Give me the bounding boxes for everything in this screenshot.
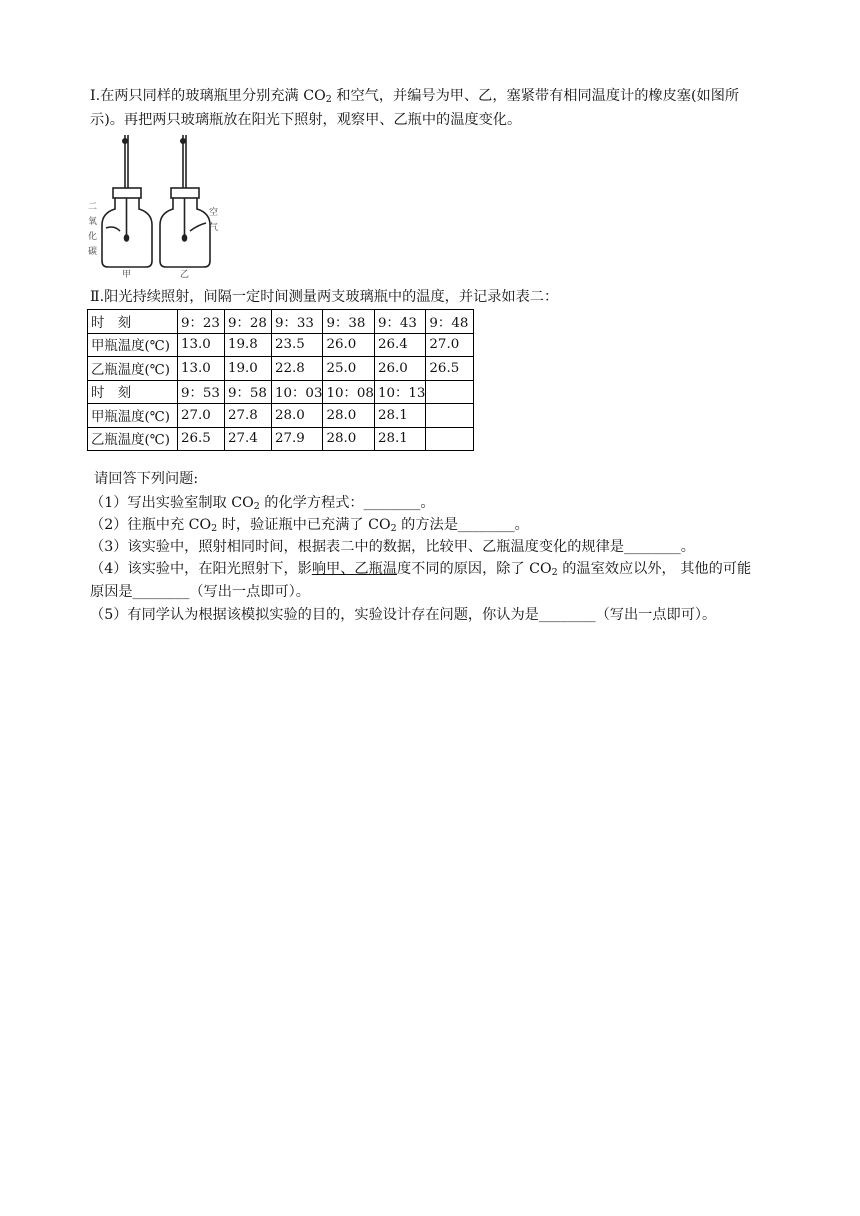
table-cell: 27.8	[225, 404, 272, 428]
row-header-cell: 乙瓶温度(℃)	[88, 357, 178, 381]
question-2	[90, 515, 529, 535]
q2-subscript-2: 2	[390, 523, 397, 534]
q1-text-a: （1）写出实验室制取 CO	[90, 495, 254, 511]
table-cell: 28.0	[323, 427, 374, 451]
q1-subscript: 2	[253, 501, 260, 512]
row-header-cell: 甲瓶温度(℃)	[88, 333, 178, 357]
table-cell: 26.0	[374, 357, 425, 381]
row-header-cell: 时 刻	[88, 310, 178, 334]
part1-text-a: Ⅰ.在两只同样的玻璃瓶里分别充满 CO	[90, 88, 326, 104]
table-cell: 27.0	[426, 333, 474, 357]
bottles-figure	[88, 133, 228, 279]
label-air-1: 空	[209, 208, 219, 218]
table-cell: 26.0	[323, 333, 374, 357]
table-cell: 9：38	[323, 310, 374, 334]
table-cell: 9：48	[426, 310, 474, 334]
table-cell	[426, 404, 474, 428]
table-cell: 9：58	[225, 380, 272, 404]
table-row	[88, 310, 474, 334]
table-cell: 9：43	[374, 310, 425, 334]
table-cell: 25.0	[323, 357, 374, 381]
label-co2-2: 氧	[88, 217, 98, 227]
table-cell: 28.0	[323, 404, 374, 428]
label-co2-3: 化	[88, 232, 98, 242]
temperature-table-body	[88, 310, 474, 451]
table-cell: 19.8	[225, 333, 272, 357]
question-4-line2: 原因是________（写出一点即可）。	[90, 584, 310, 600]
label-air-2: 气	[209, 223, 219, 233]
part1-line2: 示)。再把两只玻璃瓶放在阳光下照射，观察甲、乙瓶中的温度变化。	[90, 112, 522, 128]
table-cell: 19.0	[225, 357, 272, 381]
part1-line1	[90, 86, 739, 106]
table-cell: 27.0	[178, 404, 225, 428]
row-header-cell: 甲瓶温度(℃)	[88, 404, 178, 428]
table-cell: 22.8	[272, 357, 323, 381]
table-cell: 9：28	[225, 310, 272, 334]
table-cell: 13.0	[178, 357, 225, 381]
table-cell: 26.5	[178, 427, 225, 451]
bottle-yi	[160, 135, 210, 267]
label-jia: 甲	[122, 270, 132, 279]
table-cell	[426, 380, 474, 404]
label-yi: 乙	[180, 270, 190, 279]
table-row	[88, 380, 474, 404]
table-cell: 10：03	[272, 380, 323, 404]
part2-intro: Ⅱ.阳光持续照射，间隔一定时间测量两支玻璃瓶中的温度，并记录如表二：	[90, 289, 559, 305]
q4-subscript: 2	[551, 567, 558, 578]
question-3: （3）该实验中，照射相同时间，根据表二中的数据，比较甲、乙瓶温度变化的规律是________。	[90, 539, 695, 555]
question-1	[90, 493, 435, 513]
table-cell: 26.5	[426, 357, 474, 381]
table-row	[88, 427, 474, 451]
q2-text-b: 时，验证瓶中已充满了 CO	[217, 517, 391, 533]
q4-text-b: 度不同的原因，除了 CO	[396, 561, 552, 577]
q2-text-c: 的方法是________。	[396, 517, 529, 533]
table-cell	[426, 427, 474, 451]
table-row	[88, 357, 474, 381]
row-header-cell: 时 刻	[88, 380, 178, 404]
table-cell: 13.0	[178, 333, 225, 357]
table-cell: 9：33	[272, 310, 323, 334]
temperature-table	[87, 309, 474, 451]
q2-text-a: （2）往瓶中充 CO	[90, 517, 212, 533]
q4-text-c: 的温室效应以外， 其他的可能	[557, 561, 752, 577]
table-cell: 27.9	[272, 427, 323, 451]
table-cell: 28.0	[272, 404, 323, 428]
table-cell: 28.1	[374, 404, 425, 428]
q4-underlined: 响甲、乙瓶温	[311, 561, 397, 577]
table-cell: 10：13	[374, 380, 425, 404]
table-row	[88, 333, 474, 357]
table-cell: 28.1	[374, 427, 425, 451]
table-cell: 10：08	[323, 380, 374, 404]
question-4-line1	[90, 559, 751, 579]
table-cell: 23.5	[272, 333, 323, 357]
table-cell: 27.4	[225, 427, 272, 451]
table-cell: 9：23	[178, 310, 225, 334]
table-cell: 9：53	[178, 380, 225, 404]
part1-subscript: 2	[325, 94, 332, 105]
q1-text-b: 的化学方程式：________。	[259, 495, 435, 511]
row-header-cell: 乙瓶温度(℃)	[88, 427, 178, 451]
part1-text-b: 和空气，并编号为甲、乙，塞紧带有相同温度计的橡皮塞(如图所	[331, 88, 740, 104]
label-co2-4: 碳	[88, 247, 98, 257]
questions-prompt: 请回答下列问题:	[94, 471, 199, 487]
table-cell: 26.4	[374, 333, 425, 357]
q2-subscript-1: 2	[211, 523, 218, 534]
q4-text-a: （4）该实验中，在阳光照射下，影	[90, 561, 312, 577]
bottle-jia	[102, 135, 152, 267]
question-5: （5）有同学认为根据该模拟实验的目的，实验设计存在问题，你认为是________（写出一点即可）。	[90, 607, 717, 623]
label-co2-1: 二	[88, 202, 98, 212]
table-row	[88, 404, 474, 428]
